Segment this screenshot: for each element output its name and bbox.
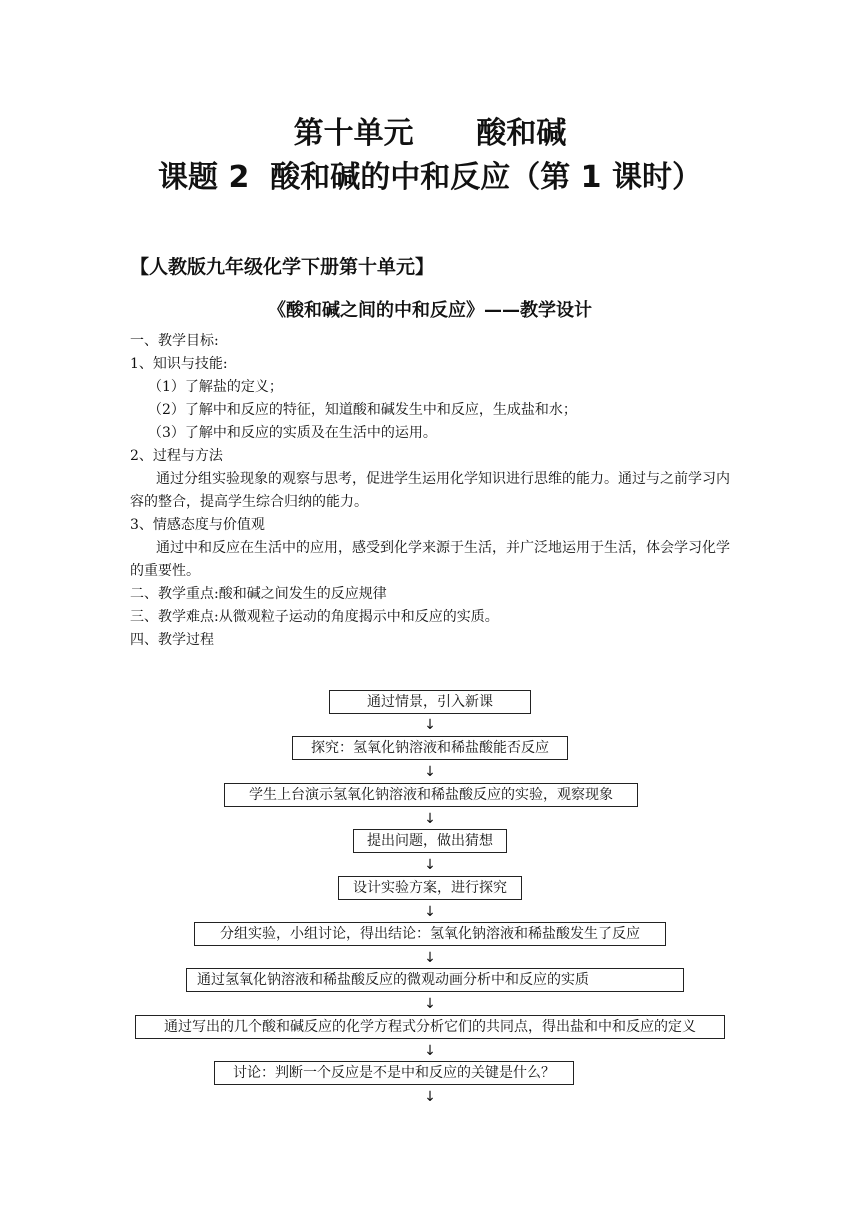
down-arrow-icon: ↓ <box>424 1043 436 1059</box>
knowledge-heading: 1、知识与技能: <box>130 356 228 372</box>
flow-step: 设计实验方案，进行探究 <box>338 876 522 900</box>
procedure-heading: 四、教学过程 <box>130 632 214 648</box>
flow-step: 通过写出的几个酸和碱反应的化学方程式分析它们的共同点，得出盐和中和反应的定义 <box>135 1015 725 1039</box>
knowledge-item: （1）了解盐的定义； <box>148 379 283 395</box>
source-tag: 【人教版九年级化学下册第十单元】 <box>130 256 435 278</box>
down-arrow-icon: ↓ <box>424 717 436 733</box>
down-arrow-icon: ↓ <box>424 811 436 827</box>
process-text: 通过分组实验现象的观察与思考，促进学生运用化学知识进行思维的能力。通过与之前学习内容的整合，提高学生综合归纳的能力。 <box>130 471 730 510</box>
difficulty: 三、教学难点:从微观粒子运动的角度揭示中和反应的实质。 <box>130 609 499 625</box>
down-arrow-icon: ↓ <box>424 764 436 780</box>
key-point: 二、教学重点:酸和碱之间发生的反应规律 <box>130 586 387 602</box>
flow-step: 讨论：判断一个反应是不是中和反应的关键是什么？ <box>214 1061 574 1085</box>
flow-step: 通过氢氧化钠溶液和稀盐酸反应的微观动画分析中和反应的实质 <box>186 968 684 992</box>
attitude-text: 通过中和反应在生活中的应用，感受到化学来源于生活，并广泛地运用于生活，体会学习化学的重要性。 <box>130 540 730 579</box>
objectives-heading: 一、教学目标: <box>130 333 219 349</box>
unit-title: 第十单元 酸和碱 <box>293 116 567 151</box>
flow-step: 学生上台演示氢氧化钠溶液和稀盐酸反应的实验，观察现象 <box>224 783 638 807</box>
design-title: 《酸和碱之间的中和反应》——教学设计 <box>268 300 592 321</box>
down-arrow-icon: ↓ <box>424 904 436 920</box>
lesson-title: 课题 2 酸和碱的中和反应（第 1 课时） <box>158 160 702 195</box>
down-arrow-icon: ↓ <box>424 996 436 1012</box>
flow-step: 提出问题，做出猜想 <box>353 829 507 853</box>
knowledge-item: （3）了解中和反应的实质及在生活中的运用。 <box>148 425 437 441</box>
flow-step: 探究：氢氧化钠溶液和稀盐酸能否反应 <box>292 736 568 760</box>
down-arrow-icon: ↓ <box>424 857 436 873</box>
flow-step: 通过情景，引入新课 <box>329 690 531 714</box>
process-heading: 2、过程与方法 <box>130 448 223 464</box>
flow-step: 分组实验，小组讨论，得出结论：氢氧化钠溶液和稀盐酸发生了反应 <box>194 922 666 946</box>
down-arrow-icon: ↓ <box>424 1089 436 1105</box>
knowledge-item: （2）了解中和反应的特征，知道酸和碱发生中和反应，生成盐和水； <box>148 402 577 418</box>
attitude-heading: 3、情感态度与价值观 <box>130 517 265 533</box>
down-arrow-icon: ↓ <box>424 950 436 966</box>
